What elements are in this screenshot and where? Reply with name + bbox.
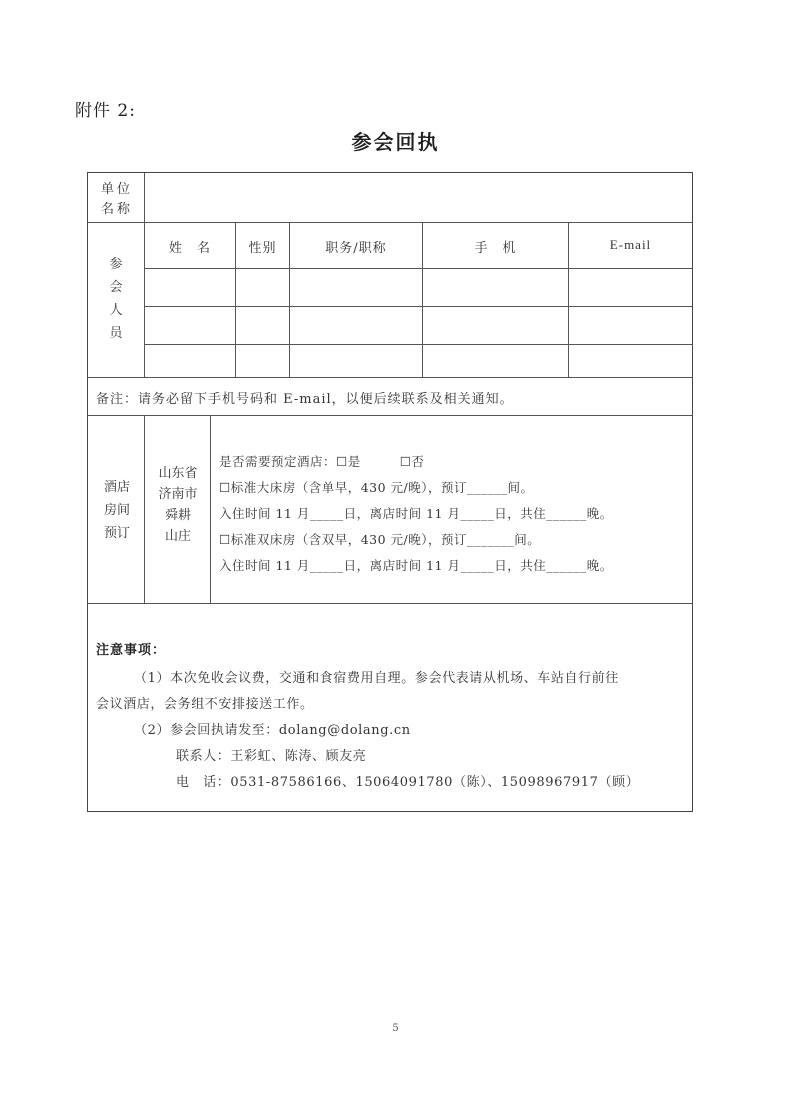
divider [88,377,692,378]
hotel-name [146,463,210,547]
note-item-1: （1）本次免收会议费，交通和食宿费用自理。参会代表请从机场、车站自行前往 [134,671,619,686]
column-header-email: E-mail [609,237,652,252]
divider [144,415,145,603]
hotel-label-line: 预订 [103,526,130,541]
hotel-twin-dates[interactable]: 入住时间 11 月_____日，离店时间 11 月_____日，共住______晚。 [219,558,613,573]
divider [144,344,692,345]
divider [144,268,692,269]
column-header-position: 职务/职称 [325,241,387,256]
page-title: 参会回执 [351,130,440,154]
hotel-king-room[interactable]: ☐标准大床房（含单早，430 元/晚），预订______间。 [219,480,534,495]
attachment-label: 附件 2: [75,101,136,121]
hotel-name-line: 济南市 [158,487,198,502]
note-contacts: 联系人：王彩虹、陈涛、顾友亮 [176,749,367,764]
attendees-label [106,253,126,345]
divider [88,603,692,604]
hotel-need-booking[interactable]: 是否需要预定酒店：☐是 ☐否 [219,454,425,469]
hotel-name-line: 山东省 [158,466,198,481]
note-item-1-cont: 会议酒店，会务组不安排接送工作。 [96,697,314,712]
remarks-text: 备注：请务必留下手机号码和 E-mail，以便后续联系及相关通知。 [96,392,514,407]
hotel-booking-label [101,476,133,545]
divider [144,173,145,377]
reply-form [87,172,693,812]
unit-label: 单位 [101,182,134,197]
divider [88,222,692,223]
note-item-2: （2）参会回执请发至：dolang@dolang.cn [134,723,411,738]
attendees-label-char: 参 [109,257,123,272]
divider [88,415,692,416]
hotel-twin-room[interactable]: ☐标准双床房（含双早，430 元/晚），预订_______间。 [219,532,541,547]
attendees-label-char: 会 [109,280,123,295]
column-header-name: 姓 名 [168,241,211,256]
divider [210,415,211,603]
hotel-name-line: 山庄 [164,529,191,544]
notes-title: 注意事项： [96,643,167,658]
unit-label: 名称 [101,202,134,217]
column-header-mobile: 手 机 [474,241,517,256]
hotel-name-line: 舜耕 [164,508,191,523]
column-header-gender: 性别 [248,241,277,256]
hotel-king-dates[interactable]: 入住时间 11 月_____日，离店时间 11 月_____日，共住______晚。 [219,506,613,521]
attendees-label-char: 人 [109,303,123,318]
hotel-label-line: 房间 [103,503,130,518]
attendees-label-char: 员 [109,326,123,341]
note-phone: 电 话：0531-87586166、15064091780（陈）、15098967917（顾） [176,775,640,790]
divider [144,306,692,307]
hotel-label-line: 酒店 [103,480,130,495]
page-number: 5 [392,1023,399,1034]
